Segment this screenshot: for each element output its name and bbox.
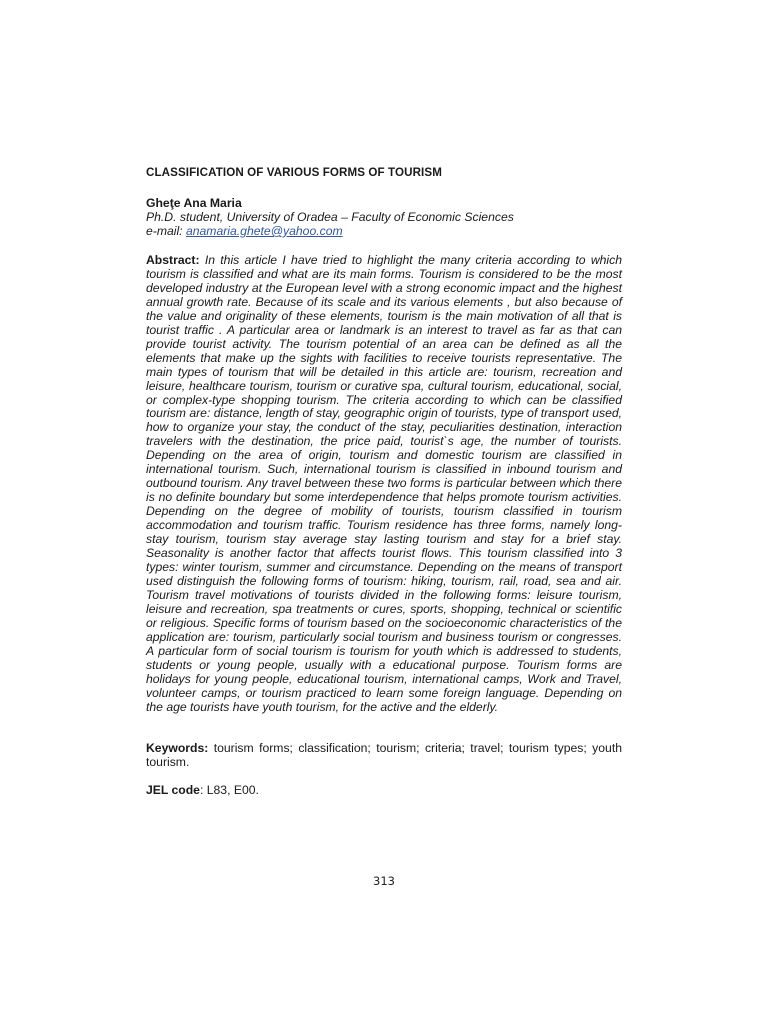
paper-page bbox=[146, 166, 622, 797]
keywords bbox=[146, 741, 622, 769]
abstract-label: Abstract: bbox=[146, 253, 200, 267]
email-line bbox=[146, 224, 622, 238]
author-affiliation: Ph.D. student, University of Oradea – Faculty of Economic Sciences bbox=[146, 210, 514, 224]
email-label: e-mail: bbox=[146, 224, 186, 238]
author-name: Gheţe Ana Maria bbox=[146, 196, 242, 210]
author-block bbox=[146, 196, 622, 238]
jel-code bbox=[146, 783, 622, 797]
jel-text: : L83, E00. bbox=[199, 783, 259, 798]
keywords-text: tourism forms; classification; tourism; criteria; travel; tourism types; youth tourism. bbox=[146, 741, 622, 770]
abstract-text: In this article I have tried to highlight the many criteria according to which tourism is classified and what are its main forms. Tourism is considered to be the most developed industry at the European level with a strong economic impact and the highest annual growth rate. Because of its scale and its various elements , but also because of the value and originality of these elements, tourism is the main motivation of all that is tourist traffic . A particular area or landmark is an interest to travel as far as that can provide tourist activity. The tourism potential of an area can be defined as all the elements that make up the sights with facilities to receive tourists representative. The main types of tourism that will be detailed in this article are: tourism, recreation and leisure, healthcare tourism, tourism or curative spa, cultural tourism, educational, social, or complex-type shopping tourism. The criteria according to which can be classified tourism are: distance, length of stay, geographic origin of tourists, type of transport used, how to organize your stay, the conduct of the stay, peculiarities destination, interaction travelers with the destination, the price paid, tourist`s age, the number of tourists. Depending on the area of origin, tourism and domestic tourism are classified in international tourism. Such, international tourism is classified in inbound tourism and outbound tourism. Any travel between these two forms is particular between which there is no definite boundary but some interdependence that helps promote tourism activities. Depending on the degree of mobility of tourists, tourism classified in tourism accommodation and tourism traffic. Tourism residence has three forms, namely long-stay tourism, tourism stay average stay lasting tourism and stay for a brief stay. Seasonality is another factor that affects tourist flows. This tourism classified into 3 types: winter tourism, summer and circumstance. Depending on the means of transport used distinguish the following forms of tourism: hiking, tourism, rail, road, sea and air. Tourism travel motivations of tourists divided in the following forms: leisure tourism, leisure and recreation, spa treatments or cures, sports, shopping, technical or scientific or religious. Specific forms of tourism based on the socioeconomic characteristics of the application are: tourism, particularly social tourism and business tourism or congresses. A particular form of social tourism is tourism for youth which is addressed to students, students or young people, usually with a educational purpose. Tourism forms are holidays for young people, educational tourism, international camps, Work and Travel, volunteer camps, or tourism practiced to learn some foreign language. Depending on the age tourists have youth tourism, for the active and the elderly. bbox=[146, 253, 623, 714]
abstract bbox=[146, 254, 622, 714]
page-number: 313 bbox=[373, 874, 395, 888]
email-link[interactable]: anamaria.ghete@yahoo.com bbox=[185, 224, 343, 238]
paper-title: CLASSIFICATION OF VARIOUS FORMS OF TOURISM bbox=[146, 166, 442, 179]
jel-label: JEL code bbox=[146, 783, 200, 798]
keywords-label: Keywords: bbox=[146, 741, 209, 756]
